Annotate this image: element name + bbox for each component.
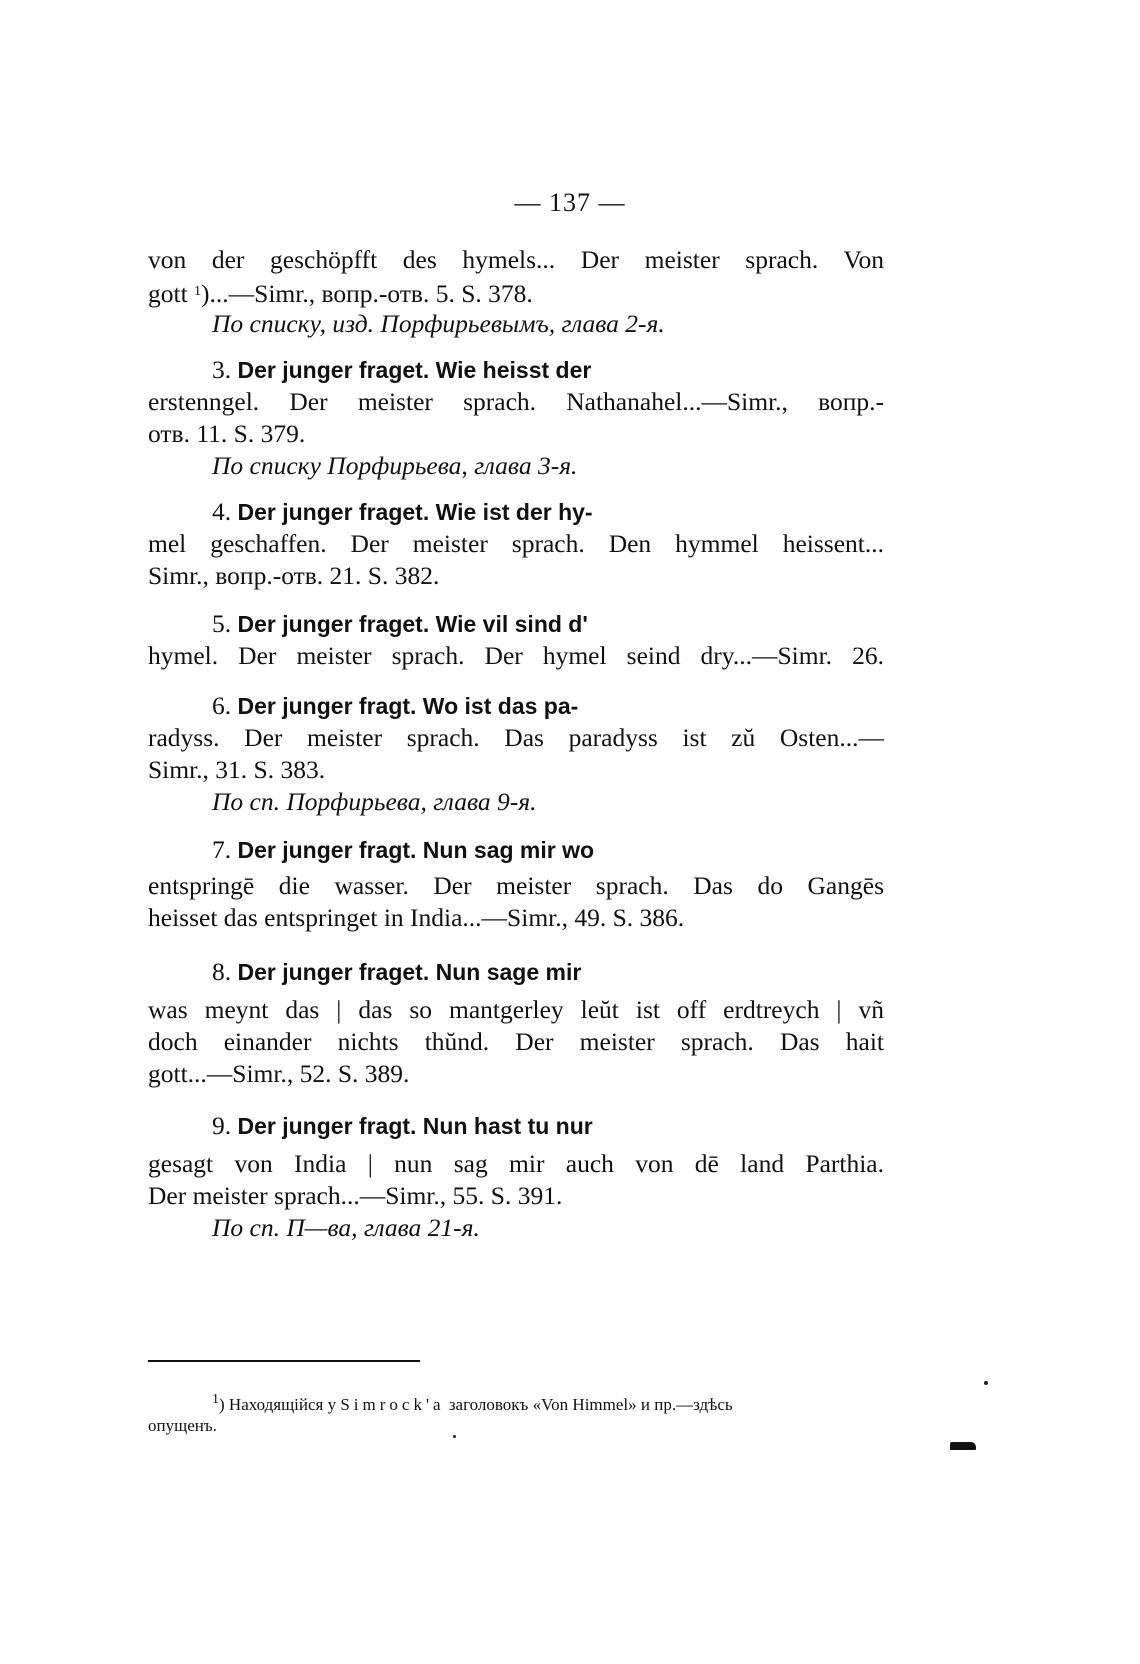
- question-number: 9.: [212, 1111, 232, 1140]
- footnote-divider: [148, 1360, 420, 1362]
- text-line: was meynt das | das so mantgerley leŭt ist off erdtreych | vñ: [148, 995, 884, 1024]
- text-line: heisset das entspringet in India...—Simr., 49. S. 386.: [148, 903, 685, 932]
- question-heading: [212, 496, 593, 528]
- question-heading: [212, 354, 591, 386]
- footnote-text: заголовокъ «Von Himmel» и пр.—здѣсь: [448, 1395, 733, 1414]
- source-note: По списку, изд. Порфирьевымъ, глава 2-я.: [212, 309, 665, 338]
- text-line: von der geschöpfft des hymels... Der meister sprach. Von: [148, 245, 884, 274]
- question-title: Der junger fragt. Nun sag mir wo: [237, 837, 595, 863]
- text-line: gott...—Simr., 52. S. 389.: [148, 1059, 410, 1088]
- question-heading: [212, 834, 594, 866]
- speck: [984, 1381, 988, 1385]
- text-fragment: gott: [148, 279, 188, 308]
- question-heading: [212, 608, 588, 640]
- text-line: [148, 276, 884, 310]
- source-note: По сп. Порфирьева, глава 9-я.: [212, 787, 537, 816]
- ink-smudge: [950, 1442, 976, 1450]
- footnote-name: Simrock'a: [340, 1395, 445, 1414]
- text-line: mel geschaffen. Der meister sprach. Den hymmel heissent...: [148, 529, 884, 558]
- page-number: — 137 —: [514, 188, 626, 217]
- text-fragment: )...—Simr., вопр.-отв. 5. S. 378.: [201, 279, 533, 308]
- question-title: Der junger fraget. Wie vil sind d': [237, 611, 588, 637]
- text-line: doch einander nichts thŭnd. Der meister sprach. Das hait: [148, 1027, 884, 1056]
- text-line: Der meister sprach...—Simr., 55. S. 391.: [148, 1181, 563, 1210]
- question-title: Der junger fragt. Wo ist das pa-: [237, 693, 579, 719]
- question-title: Der junger fraget. Wie ist der hy-: [237, 499, 593, 525]
- text-line: erstenngel. Der meister sprach. Nathanahel...—Simr., вопр.-: [148, 387, 884, 416]
- question-title: Der junger fragt. Nun hast tu nur: [237, 1113, 593, 1139]
- question-number: 3.: [212, 355, 232, 384]
- speck: [453, 1435, 456, 1438]
- source-note: По списку Порфирьева, глава 3-я.: [212, 451, 578, 480]
- footnote-mark: 1: [212, 1392, 219, 1407]
- question-number: 5.: [212, 609, 232, 638]
- question-number: 7.: [212, 835, 232, 864]
- text-line: entspringē die wasser. Der meister sprach. Das do Gangēs: [148, 871, 884, 900]
- footnote-line: [212, 1386, 733, 1419]
- source-note: По сп. П—ва, глава 21-я.: [212, 1213, 480, 1242]
- text-line: отв. 11. S. 379.: [148, 419, 306, 448]
- question-number: 6.: [212, 691, 232, 720]
- text-line: Simr., 31. S. 383.: [148, 755, 326, 784]
- text-line: gesagt von India | nun sag mir auch von dē land Parthia.: [148, 1149, 884, 1178]
- question-title: Der junger fraget. Nun sage mir: [237, 959, 582, 985]
- footnote-ref: 1: [194, 284, 202, 299]
- text-line: radyss. Der meister sprach. Das paradyss ist zŭ Osten...—: [148, 723, 884, 752]
- text-line: Simr., вопр.-отв. 21. S. 382.: [148, 561, 440, 590]
- question-heading: [212, 956, 581, 988]
- footnote-text: ) Находящійся у: [219, 1395, 337, 1414]
- question-number: 4.: [212, 497, 232, 526]
- text-line: hymel. Der meister sprach. Der hymel seind dry...—Simr. 26.: [148, 641, 884, 670]
- footnote-line: опущенъ.: [148, 1416, 217, 1435]
- question-heading: [212, 690, 578, 722]
- question-number: 8.: [212, 957, 232, 986]
- question-title: Der junger fraget. Wie heisst der: [237, 357, 592, 383]
- question-heading: [212, 1110, 593, 1142]
